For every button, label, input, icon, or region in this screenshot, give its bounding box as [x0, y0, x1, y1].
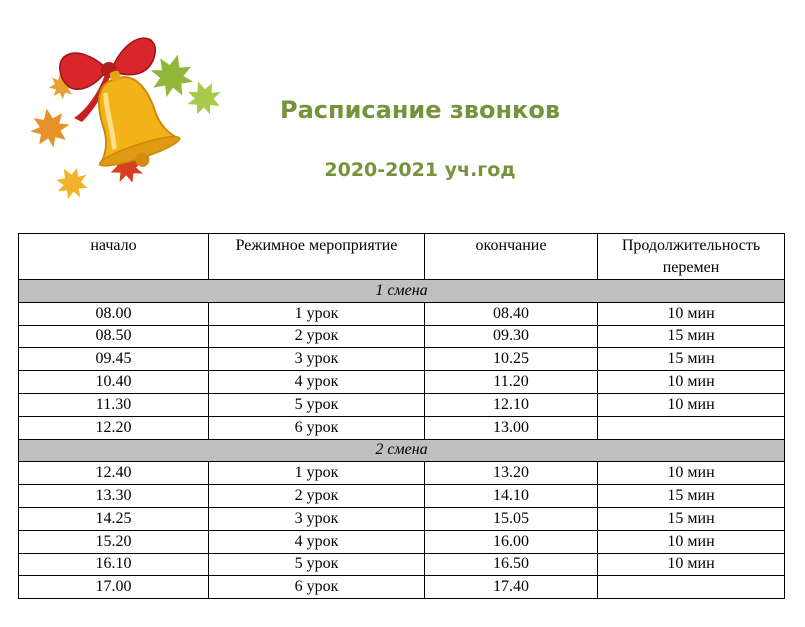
- table-row: [19, 371, 785, 394]
- break-duration: 15 мин: [598, 507, 785, 530]
- lesson: 3 урок: [209, 348, 425, 371]
- shift-row: [19, 280, 785, 303]
- header-start: начало: [19, 234, 209, 280]
- end-time: 14.10: [425, 485, 598, 508]
- shift-label: 1 смена: [19, 280, 785, 303]
- break-duration: 15 мин: [598, 348, 785, 371]
- table-row: [19, 348, 785, 371]
- header-break-duration: Продолжительность перемен: [598, 234, 785, 280]
- table-row: [19, 576, 785, 599]
- lesson: 2 урок: [209, 325, 425, 348]
- start-time: 16.10: [19, 553, 209, 576]
- break-duration: 10 мин: [598, 371, 785, 394]
- lesson: 6 урок: [209, 576, 425, 599]
- maple-leaf-icon: [27, 105, 73, 151]
- end-time: 12.10: [425, 393, 598, 416]
- start-time: 12.20: [19, 416, 209, 439]
- lesson: 1 урок: [209, 302, 425, 325]
- break-duration: 10 мин: [598, 302, 785, 325]
- start-time: 13.30: [19, 485, 209, 508]
- end-time: 15.05: [425, 507, 598, 530]
- end-time: 17.40: [425, 576, 598, 599]
- table-row: [19, 325, 785, 348]
- academic-year-subtitle: 2020-2021 уч.год: [324, 159, 516, 181]
- lesson: 3 урок: [209, 507, 425, 530]
- table-row: [19, 462, 785, 485]
- header-activity: Режимное мероприятие: [209, 234, 425, 280]
- table-row: [19, 393, 785, 416]
- end-time: 13.20: [425, 462, 598, 485]
- start-time: 11.30: [19, 393, 209, 416]
- end-time: 10.25: [425, 348, 598, 371]
- lesson: 5 урок: [209, 393, 425, 416]
- shift-row: [19, 439, 785, 462]
- end-time: 11.20: [425, 371, 598, 394]
- shift-label: 2 смена: [19, 439, 785, 462]
- start-time: 15.20: [19, 530, 209, 553]
- break-duration: 15 мин: [598, 485, 785, 508]
- bell-schedule-table: [18, 233, 785, 599]
- start-time: 17.00: [19, 576, 209, 599]
- start-time: 08.50: [19, 325, 209, 348]
- break-duration: 10 мин: [598, 462, 785, 485]
- start-time: 14.25: [19, 507, 209, 530]
- break-duration: [598, 576, 785, 599]
- page-title: Расписание звонков: [279, 96, 561, 124]
- start-time: 12.40: [19, 462, 209, 485]
- lesson: 5 урок: [209, 553, 425, 576]
- table-row: [19, 530, 785, 553]
- table-row: [19, 302, 785, 325]
- bell-with-autumn-leaves-icon: [22, 18, 222, 208]
- table-header-row: [19, 234, 785, 280]
- start-time: 08.00: [19, 302, 209, 325]
- end-time: 16.00: [425, 530, 598, 553]
- break-duration: 15 мин: [598, 325, 785, 348]
- table-row: [19, 553, 785, 576]
- break-duration: 10 мин: [598, 530, 785, 553]
- end-time: 13.00: [425, 416, 598, 439]
- break-duration: [598, 416, 785, 439]
- header-end: окончание: [425, 234, 598, 280]
- lesson: 2 урок: [209, 485, 425, 508]
- break-duration: 10 мин: [598, 553, 785, 576]
- lesson: 4 урок: [209, 371, 425, 394]
- end-time: 08.40: [425, 302, 598, 325]
- table-row: [19, 416, 785, 439]
- start-time: 09.45: [19, 348, 209, 371]
- end-time: 16.50: [425, 553, 598, 576]
- end-time: 09.30: [425, 325, 598, 348]
- maple-leaf-icon: [49, 160, 94, 205]
- lesson: 4 урок: [209, 530, 425, 553]
- table-row: [19, 507, 785, 530]
- start-time: 10.40: [19, 371, 209, 394]
- lesson: 1 урок: [209, 462, 425, 485]
- break-duration: 10 мин: [598, 393, 785, 416]
- table-row: [19, 485, 785, 508]
- lesson: 6 урок: [209, 416, 425, 439]
